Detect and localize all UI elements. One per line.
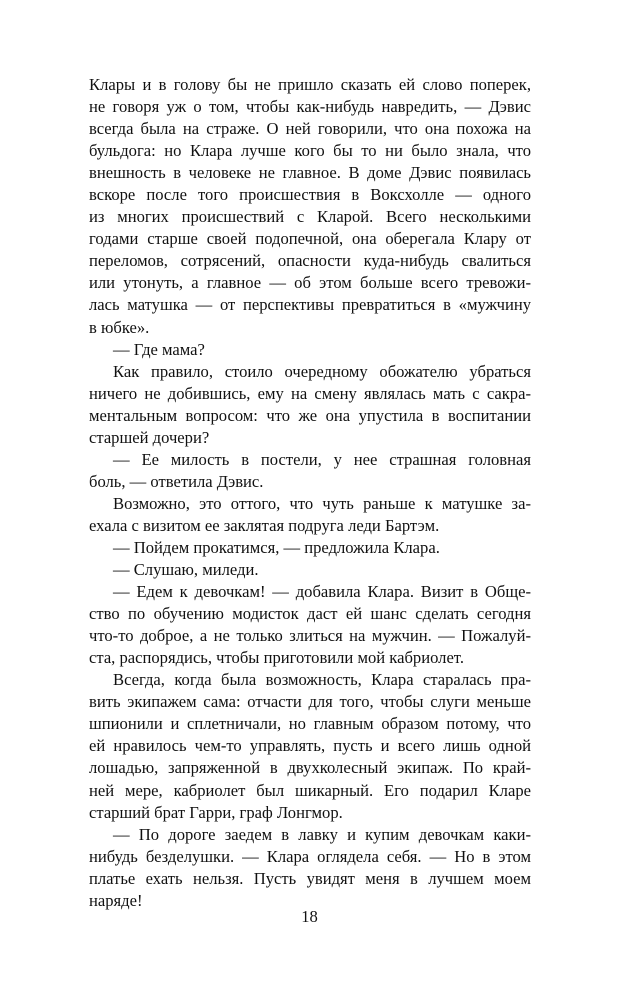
text-line: ство по обучению модисток даст ей шанс сделать сегодня (89, 604, 531, 624)
page-number: 18 (301, 907, 318, 926)
text-line: — Ее милость в постели, у нее страшная головная (113, 449, 531, 469)
text-line: ехала с визитом ее заклятая подруга леди Бартэм. (89, 515, 440, 535)
text-line: вскоре после того происшествия в Воксхолле — одного (89, 185, 531, 205)
text-line: ней мере, кабриолет был шикарный. Его подарил Кларе (89, 780, 531, 800)
text-line: лошадью, запряженной в двухколесный экипаж. По край- (89, 758, 531, 778)
text-line: из многих происшествий с Кларой. Всего несколькими (89, 207, 531, 227)
text-line: нибудь безделушки. — Клара оглядела себя. — Но в этом (89, 846, 531, 866)
text-line: — Пойдем прокатимся, — предложила Клара. (113, 537, 440, 557)
text-line: или утонуть, а главное — об этом больше всего тревожи- (89, 273, 531, 293)
text-line: — По дороге заедем в лавку и купим девочкам каки- (113, 824, 531, 844)
text-line: — Слушаю, миледи. (113, 560, 259, 580)
text-line: Всегда, когда была возможность, Клара старалась пра- (113, 670, 531, 690)
text-line: в юбке». (89, 317, 150, 337)
text-line: внешность в человеке не главное. В доме Дэвис появилась (89, 163, 531, 183)
text-line: всегда была на страже. О ней говорили, что она похожа на (89, 119, 531, 139)
text-line: наряде! (89, 890, 143, 910)
text-line: ей нравилось чем-то управлять, пусть и всего лишь одной (89, 736, 531, 756)
text-line: платье ехать нельзя. Пусть увидят меня в лучшем моем (89, 868, 531, 888)
text-line: старшей дочери? (89, 427, 210, 447)
text-line: вить экипажем сама: отчасти для того, чтобы слуги меньше (89, 692, 531, 712)
text-line: старший брат Гарри, граф Лонгмор. (89, 802, 343, 822)
text-line: Возможно, это оттого, что чуть раньше к матушке за- (113, 493, 531, 513)
text-line: Клары и в голову бы не пришло сказать ей слово поперек, (89, 75, 531, 94)
text-line: ста, распорядись, чтобы приготовили мой кабриолет. (89, 648, 464, 668)
text-line: годами старше своей подопечной, она оберегала Клару от (89, 229, 531, 249)
text-line: бульдога: но Клара лучше кого бы то ни было знала, что (89, 141, 531, 161)
text-line: что-то доброе, а не только злиться на мужчин. — Пожалуй- (89, 626, 531, 646)
text-line: — Где мама? (113, 339, 205, 359)
text-line: шпионили и сплетничали, но главным образом потому, что (89, 714, 531, 734)
text-line: боль, — ответила Дэвис. (89, 471, 264, 491)
text-line: переломов, сотрясений, опасности куда-нибудь свалиться (89, 251, 531, 271)
text-line: ментальным вопросом: что же она упустила в воспитании (89, 405, 531, 425)
text-line: Как правило, стоило очередному обожателю убраться (113, 361, 531, 381)
text-line: ничего не добившись, ему на смену являлась мать с сакра- (89, 383, 531, 403)
text-line: — Едем к девочкам! — добавила Клара. Визит в Обще- (113, 582, 531, 602)
text-line: лась матушка — от перспективы превратиться в «мужчину (89, 295, 531, 315)
text-line: не говоря уж о том, чтобы как-нибудь навредить, — Дэвис (89, 97, 531, 117)
body-text (89, 74, 531, 912)
